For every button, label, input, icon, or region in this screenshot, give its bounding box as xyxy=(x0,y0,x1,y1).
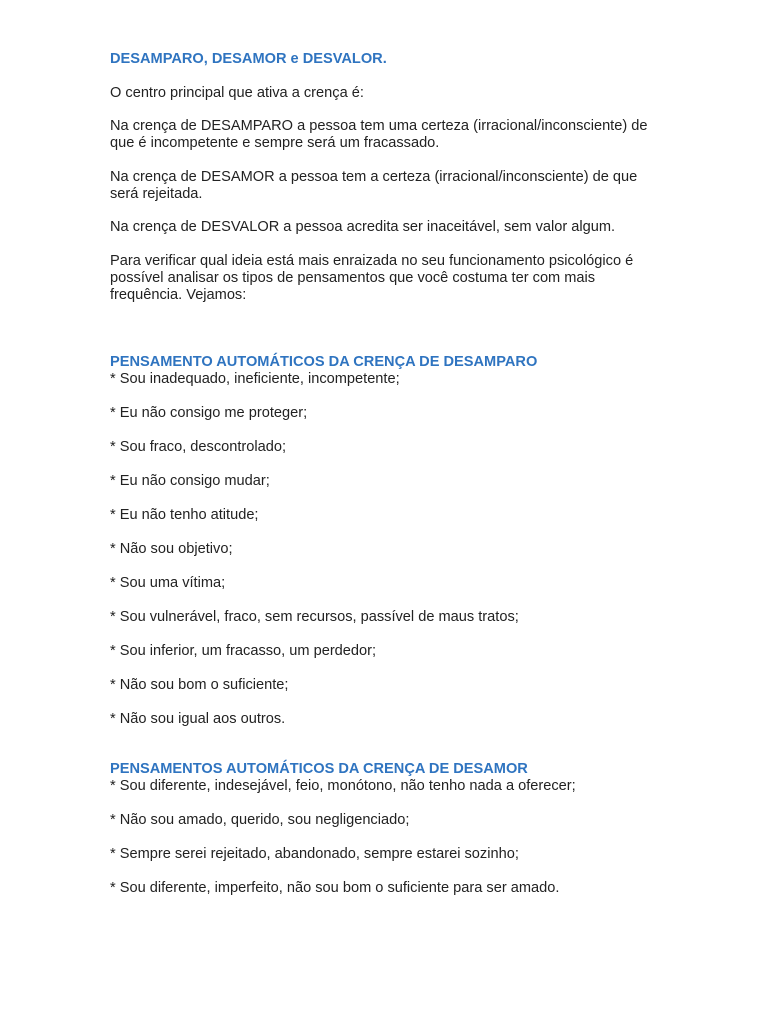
desvalor-definition: Na crença de DESVALOR a pessoa acredita ser inaceitável, sem valor algum. xyxy=(110,219,616,235)
list-item: * Não sou bom o suficiente; xyxy=(110,677,289,693)
section-heading-desamparo: PENSAMENTO AUTOMÁTICOS DA CRENÇA DE DESAMPARO xyxy=(110,354,538,370)
list-item: * Sou diferente, indesejável, feio, monótono, não tenho nada a oferecer; xyxy=(110,778,576,794)
intro-paragraph: O centro principal que ativa a crença é: xyxy=(110,85,364,101)
list-item: * Sou vulnerável, fraco, sem recursos, passível de maus tratos; xyxy=(110,609,519,625)
section-heading-desamor: PENSAMENTOS AUTOMÁTICOS DA CRENÇA DE DESAMOR xyxy=(110,761,528,777)
list-item: * Não sou objetivo; xyxy=(110,541,233,557)
list-item: * Sempre serei rejeitado, abandonado, sempre estarei sozinho; xyxy=(110,846,519,862)
list-item: * Não sou igual aos outros. xyxy=(110,711,286,727)
list-item: * Sou fraco, descontrolado; xyxy=(110,439,287,455)
list-item: * Sou inadequado, ineficiente, incompetente; xyxy=(110,371,400,387)
list-item: * Eu não tenho atitude; xyxy=(110,507,259,523)
list-item: * Eu não consigo me proteger; xyxy=(110,405,308,421)
list-item: * Sou inferior, um fracasso, um perdedor; xyxy=(110,643,377,659)
list-item: * Eu não consigo mudar; xyxy=(110,473,270,489)
list-item: * Sou uma vítima; xyxy=(110,575,226,591)
desamparo-thought-list xyxy=(110,371,658,728)
list-item: * Sou diferente, imperfeito, não sou bom o suficiente para ser amado. xyxy=(110,880,560,896)
list-item: * Não sou amado, querido, sou negligenciado; xyxy=(110,812,410,828)
document-title: DESAMPARO, DESAMOR e DESVALOR. xyxy=(110,51,387,67)
desamparo-definition: Na crença de DESAMPARO a pessoa tem uma certeza (irracional/inconsciente) de que é incompetente e sempre será um fracassado. xyxy=(110,118,648,151)
verification-paragraph: Para verificar qual ideia está mais enraizada no seu funcionamento psicológico é possível analisar os tipos de pensamentos que você costuma ter com mais frequência. Vejamos: xyxy=(110,253,634,303)
desamor-definition: Na crença de DESAMOR a pessoa tem a certeza (irracional/inconsciente) de que será rejeitada. xyxy=(110,169,638,202)
desamor-thought-list xyxy=(110,778,658,897)
